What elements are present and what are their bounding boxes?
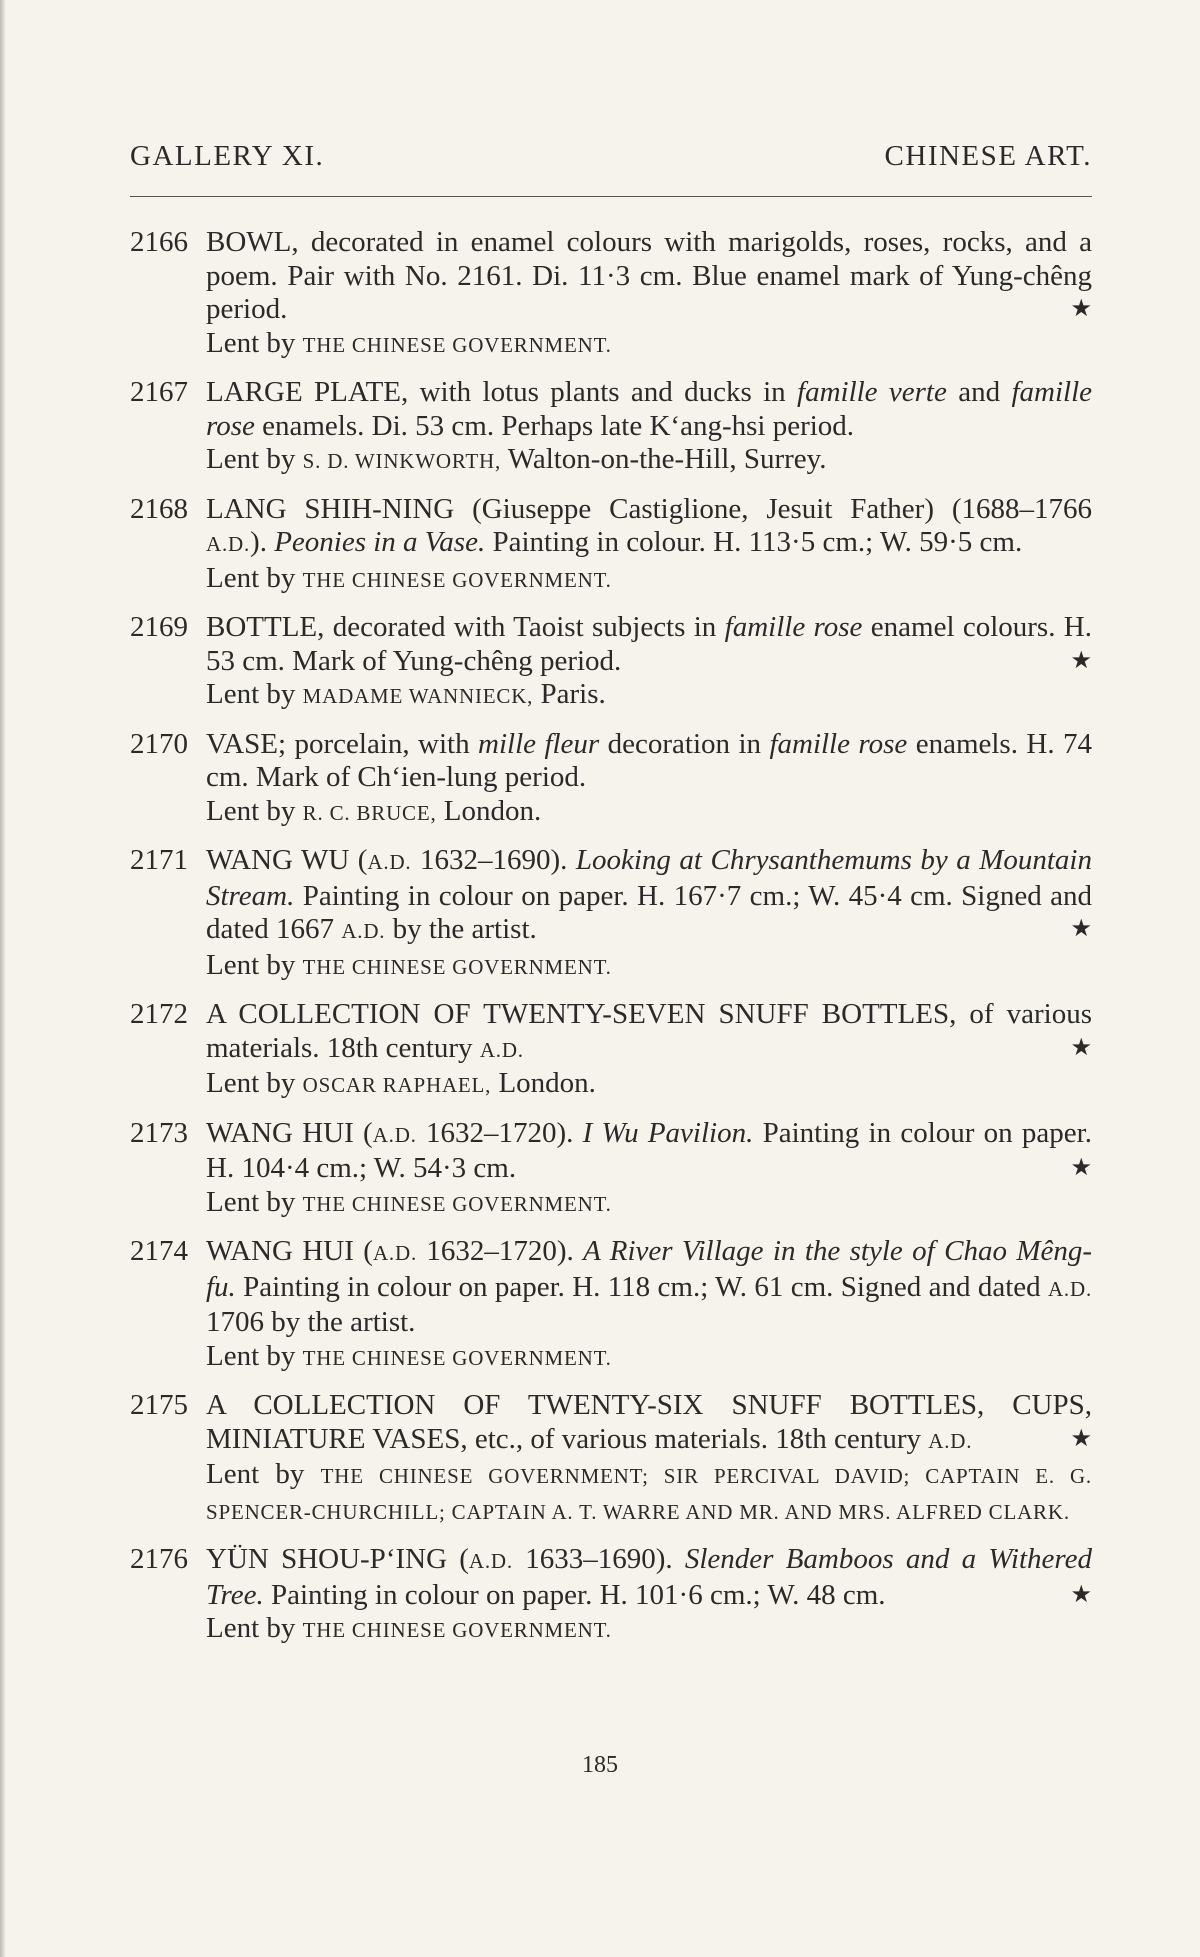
entry-title: LARGE PLATE, xyxy=(206,376,409,408)
star-icon: ★ xyxy=(1070,296,1092,322)
entry-number: 2172 xyxy=(130,998,188,1030)
entry-description: A COLLECTION OF TWENTY-SEVEN SNUFF BOTTLES, of various materials. 18th century A.D. ★ xyxy=(206,998,1093,1064)
catalogue-entry-2168 xyxy=(130,493,1092,598)
entry-lender: Lent by THE CHINESE GOVERNMENT. xyxy=(206,326,612,359)
entry-lender: Lent by THE CHINESE GOVERNMENT. xyxy=(206,561,612,594)
entry-title: BOWL, xyxy=(206,226,299,258)
entry-number: 2169 xyxy=(130,611,188,643)
entry-title: WANG HUI xyxy=(206,1116,354,1149)
entry-number: 2168 xyxy=(130,492,188,525)
entry-lender: Lent by MADAME WANNIECK, Paris. xyxy=(206,678,606,710)
entry-description: BOWL, decorated in enamel colours with marigolds, roses, rocks, and a poem. Pair with No. 2161. Di. 11·3 cm. Blue enamel mark of Yung-chêng period. ★ xyxy=(206,226,1092,325)
entry-description: A COLLECTION OF TWENTY-SIX SNUFF BOTTLES, CUPS, MINIATURE VASES, etc., of various materials. 18th century A.D. ★ xyxy=(206,1389,1092,1455)
entry-title: YÜN SHOU-P‘ING xyxy=(206,1543,448,1575)
star-icon: ★ xyxy=(1070,916,1092,942)
catalogue-entry-2175 xyxy=(130,1389,1092,1529)
entry-number: 2167 xyxy=(130,376,188,408)
entry-title: WANG WU xyxy=(206,844,350,876)
catalogue-entry-2171 xyxy=(130,844,1092,984)
page-number: 185 xyxy=(582,1752,618,1778)
entry-lender: Lent by OSCAR RAPHAEL, London. xyxy=(206,1067,596,1099)
star-icon: ★ xyxy=(1070,1034,1092,1061)
entry-description: YÜN SHOU-P‘ING (A.D. 1633–1690). Slender Bamboos and a Withered Tree. Painting in colour on paper. H. 101·6 cm.; W. 48 cm. ★ xyxy=(206,1543,1092,1611)
entry-title: A COLLECTION OF TWENTY-SIX SNUFF BOTTLES, CUPS, MINIATURE VASES, xyxy=(206,1389,1092,1455)
entry-lender: Lent by THE CHINESE GOVERNMENT; SIR PERCIVAL DAVID; CAPTAIN E. G. SPENCER-CHURCHILL; CAPTAIN A. T. WARRE AND MR. AND MRS. ALFRED CLARK. xyxy=(206,1458,1092,1524)
header-section: CHINESE ART. xyxy=(884,140,1092,172)
entry-title: BOTTLE, xyxy=(206,611,325,643)
catalogue-entry-2172 xyxy=(130,998,1092,1103)
catalogue-entry-2167 xyxy=(130,376,1092,479)
entry-description: WANG WU (A.D. 1632–1690). Looking at Chrysanthemums by a Mountain Stream. Painting in colour on paper. H. 167·7 cm.; W. 45·4 cm. Signed and dated 1667 A.D. by the artist. ★ xyxy=(206,844,1092,945)
entry-number: 2174 xyxy=(130,1235,188,1267)
catalogue-entry-2169 xyxy=(130,611,1092,714)
header-rule xyxy=(130,196,1092,197)
entry-description: VASE; porcelain, with mille fleur decoration in famille rose enamels. H. 74 cm. Mark of Ch‘ien-lung period. xyxy=(206,727,1093,793)
star-icon: ★ xyxy=(1070,1581,1092,1608)
entry-description: BOTTLE, decorated with Taoist subjects in famille rose enamel colours. H. 53 cm. Mark of Yung-chêng period. ★ xyxy=(206,611,1092,677)
header-gallery: GALLERY XI. xyxy=(130,140,325,172)
star-icon: ★ xyxy=(1070,1155,1092,1181)
catalogue-entry-2166 xyxy=(130,226,1092,362)
entry-number: 2175 xyxy=(130,1389,188,1421)
page-edge-shadow xyxy=(0,0,6,1957)
entry-lender: Lent by R. C. BRUCE, London. xyxy=(206,794,542,827)
entry-lender: Lent by THE CHINESE GOVERNMENT. xyxy=(206,1185,612,1218)
entry-lender: Lent by THE CHINESE GOVERNMENT. xyxy=(206,1339,612,1372)
entry-lender: Lent by THE CHINESE GOVERNMENT. xyxy=(206,1612,612,1644)
entry-description: LARGE PLATE, with lotus plants and ducks in famille verte and famille rose enamels. Di. 53 cm. Perhaps late K‘ang-hsi period. xyxy=(206,376,1092,442)
entry-lender: Lent by S. D. WINKWORTH, Walton-on-the-Hill, Surrey. xyxy=(206,443,827,475)
entry-number: 2171 xyxy=(130,844,188,876)
catalogue-entry-2176 xyxy=(130,1543,1092,1648)
entry-title: LANG SHIH-NING xyxy=(206,492,455,525)
entry-number: 2173 xyxy=(130,1116,188,1149)
catalogue-entry-2174 xyxy=(130,1235,1092,1375)
entry-title: A COLLECTION OF TWENTY-SEVEN SNUFF BOTTLES, xyxy=(206,998,957,1030)
catalogue-entry-2173 xyxy=(130,1117,1092,1222)
entry-number: 2176 xyxy=(130,1543,188,1575)
entry-number: 2170 xyxy=(130,727,188,760)
star-icon: ★ xyxy=(1070,647,1092,674)
entry-title: WANG HUI xyxy=(206,1235,354,1267)
entry-number: 2166 xyxy=(130,226,188,258)
entry-description: WANG HUI (A.D. 1632–1720). I Wu Pavilion. Painting in colour on paper. H. 104·4 cm.; W. 54·3 cm. ★ xyxy=(206,1116,1092,1184)
star-icon: ★ xyxy=(1070,1425,1092,1452)
entry-description: WANG HUI (A.D. 1632–1720). A River Village in the style of Chao Mêng-fu. Painting in colour on paper. H. 118 cm.; W. 61 cm. Signed and dated A.D. 1706 by the artist. xyxy=(206,1235,1093,1338)
entry-title: VASE; xyxy=(206,727,287,760)
catalogue-entry-2170 xyxy=(130,728,1092,831)
entry-lender: Lent by THE CHINESE GOVERNMENT. xyxy=(206,948,612,981)
running-header xyxy=(130,140,1092,173)
entry-description: LANG SHIH-NING (Giuseppe Castiglione, Jesuit Father) (1688–1766 A.D.). Peonies in a Vase. Painting in colour. H. 113·5 cm.; W. 59·5 cm. xyxy=(206,492,1092,558)
catalogue-entries xyxy=(130,226,1092,1662)
